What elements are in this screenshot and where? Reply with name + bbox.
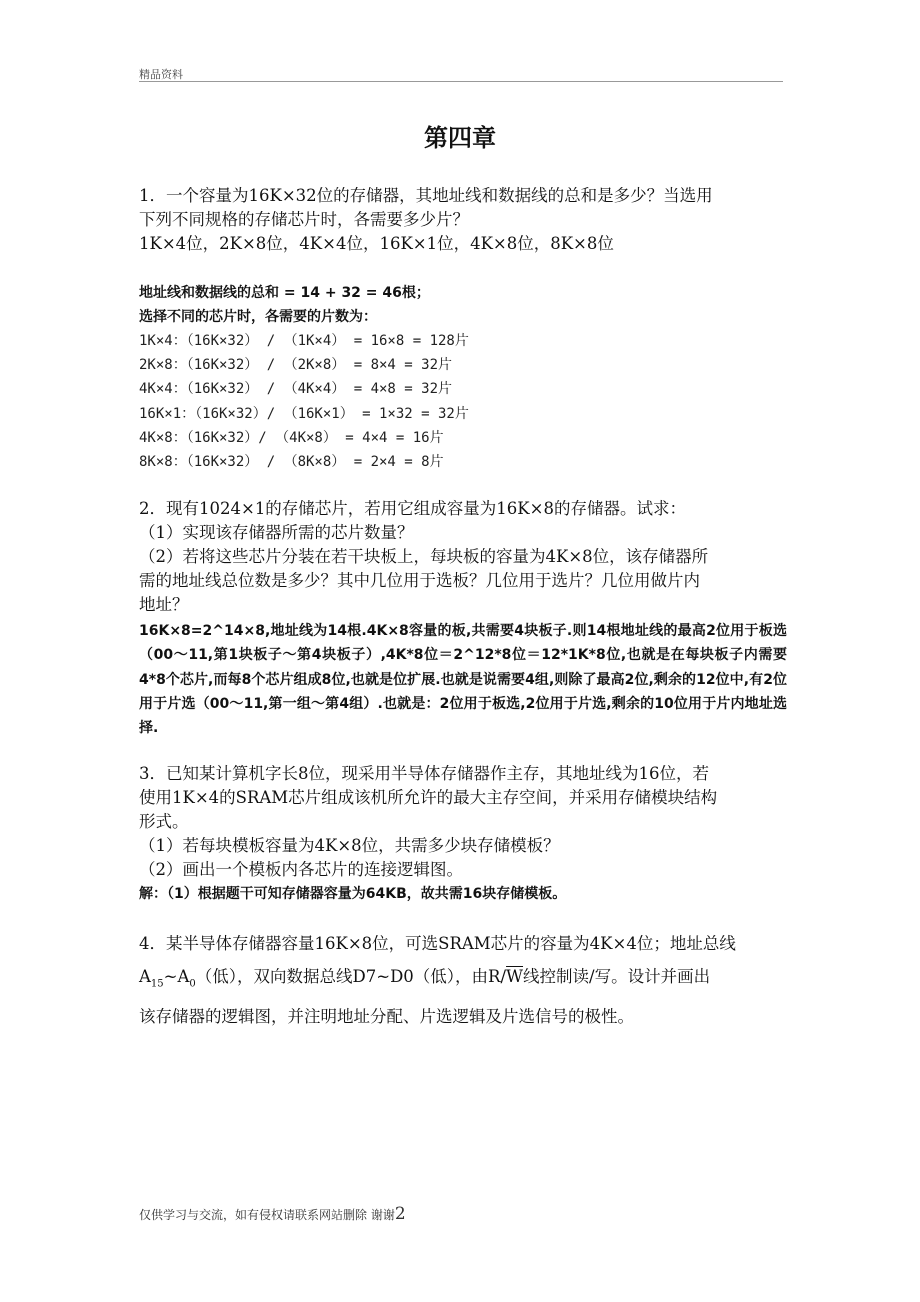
question-1-line: 下列不同规格的存储芯片时，各需要多少片？: [139, 210, 469, 229]
address-bus-a: A: [139, 967, 151, 986]
question-2-line: 地址？: [139, 595, 189, 614]
header-label: 精品资料: [139, 68, 183, 81]
calc-line: 1K×4：（16K×32） / （1K×4） = 16×8 = 128片: [139, 333, 469, 349]
question-3: [139, 762, 787, 882]
question-1-line: 1K×4位，2K×8位，4K×4位，16K×1位，4K×8位，8K×8位: [139, 234, 614, 253]
question-3-line: 使用1K×4的SRAM芯片组成该机所允许的最大主存空间，并采用存储模块结构: [139, 788, 718, 807]
address-high-index: 15: [150, 978, 164, 990]
footer-text: 仅供学习与交流，如有侵权请联系网站删除 谢谢: [139, 1208, 395, 1222]
calc-line: 16K×1：（16K×32）/ （16K×1） = 1×32 = 32片: [139, 405, 469, 422]
question-3-line: 3．已知某计算机字长8位，现采用半导体存储器作主存，其地址线为16位，若: [139, 764, 709, 783]
answer-line: 地址线和数据线的总和 = 14 + 32 = 46根；: [139, 285, 430, 301]
question-2-line: （2）若将这些芯片分装在若干块板上，每块板的容量为4K×8位，该存储器所: [139, 547, 709, 566]
question-2-line: 2．现有1024×1的存储芯片，若用它组成容量为16K×8的存储器。试求：: [139, 499, 686, 518]
page-number: 2: [394, 1204, 406, 1224]
write-signal-w: $\overline{W}$: [506, 967, 524, 986]
question-1-answer-intro: [139, 281, 787, 329]
address-sep: ~A: [163, 967, 190, 986]
question-3-line: （1）若每块模板容量为4K×8位，共需多少块存储模板？: [139, 836, 560, 855]
question-2-answer: 16K×8=2^14×8,地址线为14根.4K×8容量的板,共需要4块板子.则14根地址线的最高2位用于板选（00～11,第1块板子～第4块板子）,4K*8位＝2^12*8位＝12*1K*8位,也就是在每块板子内需要4*8个芯片,而每8个芯片组成8位,也就是位扩展.也就是说需要4组,则除了最高2位,剩余的12位中,有2位用于片选（00～11,第一组～第4组）.也就是：2位用于板选,2位用于片选,剩余的10位用于片内地址选择.: [139, 623, 787, 737]
answer-line: 选择不同的芯片时，各需要的片数为：: [139, 309, 377, 326]
chapter-title: 第四章: [424, 124, 496, 152]
calc-line: 4K×4：（16K×32） / （4K×4） = 4×8 = 32片: [139, 381, 453, 398]
calc-line: 2K×8：（16K×32） / （2K×8） = 8×4 = 32片: [139, 357, 453, 374]
calc-line: 8K×8：（16K×32） / （8K×8） = 2×4 = 8片: [139, 454, 444, 471]
question-4-end: 线控制读/写。设计并画出: [523, 967, 711, 986]
header-divider: [139, 81, 783, 82]
question-3-line: （2）画出一个模板内各芯片的连接逻辑图。: [139, 860, 463, 879]
question-1: [139, 184, 787, 256]
question-4-mid: （低），双向数据总线D7~D0（低），由R/: [195, 967, 507, 986]
question-4: [139, 927, 787, 1033]
question-2-line: 需的地址线总位数是多少？其中几位用于选板？几位用于选片？几位用做片内: [139, 571, 700, 590]
footer: [139, 1204, 406, 1224]
question-1-line: 1．一个容量为16K×32位的存储器，其地址线和数据线的总和是多少？当选用: [139, 186, 713, 205]
question-1-calculations: [139, 329, 787, 474]
question-4-line: [139, 960, 787, 1000]
question-4-line: 4．某半导体存储器容量16K×8位，可选SRAM芯片的容量为4K×4位；地址总线: [139, 934, 736, 953]
question-3-line: 形式。: [139, 812, 189, 831]
address-low-index: 0: [189, 978, 196, 990]
question-2-line: （1）实现该存储器所需的芯片数量？: [139, 523, 414, 542]
question-2: [139, 497, 787, 617]
question-3-answer: 解：（1）根据题干可知存储器容量为64KB，故共需16块存储模板。: [139, 886, 567, 902]
calc-line: 4K×8：（16K×32）/ （4K×8） = 4×4 = 16片: [139, 429, 444, 446]
question-4-line: 该存储器的逻辑图，并注明地址分配、片选逻辑及片选信号的极性。: [139, 1007, 634, 1027]
